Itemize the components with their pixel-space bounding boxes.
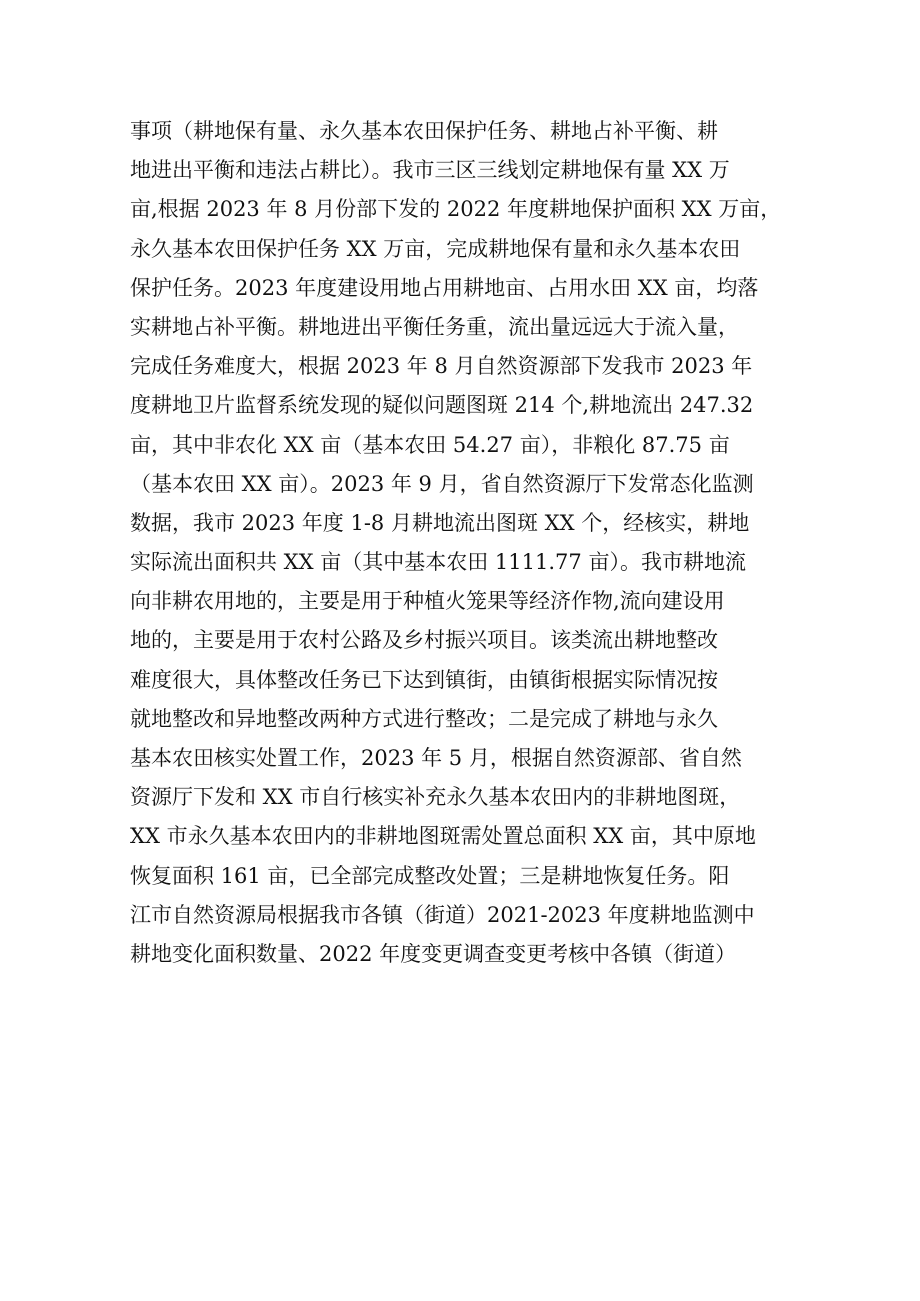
paragraph-line: 恢复面积 161 亩，已全部完成整改处置；三是耕地恢复任务。阳 (130, 863, 730, 888)
paragraph-line: 资源厅下发和 XX 市自行核实补充永久基本农田内的非耕地图斑， (130, 785, 741, 810)
paragraph-line: XX 市永久基本农田内的非耕地图斑需处置总面积 XX 亩，其中原地 (130, 824, 756, 849)
paragraph-line: 保护任务。2023 年度建设用地占用耕地亩、占用水田 XX 亩，均落 (130, 275, 759, 300)
paragraph-line: 地的，主要是用于农村公路及乡村振兴项目。该类流出耕地整改 (130, 628, 718, 653)
paragraph-line: （基本农田 XX 亩）。2023 年 9 月，省自然资源厅下发常态化监测 (130, 471, 754, 496)
paragraph-line: 实耕地占补平衡。耕地进出平衡任务重，流出量远远大于流入量， (130, 314, 739, 339)
paragraph-line: 完成任务难度大，根据 2023 年 8 月自然资源部下发我市 2023 年 (130, 354, 753, 379)
paragraph-line: 亩,根据 2023 年 8 月份部下发的 2022 年度耕地保护面积 XX 万亩， (130, 197, 782, 222)
paragraph-line: 江市自然资源局根据我市各镇（街道）2021-2023 年度耕地监测中 (130, 902, 755, 927)
paragraph-line: 数据，我市 2023 年度 1-8 月耕地流出图斑 XX 个，经核实，耕地 (130, 510, 750, 535)
paragraph-line: 实际流出面积共 XX 亩（其中基本农田 1111.77 亩）。我市耕地流 (130, 550, 746, 575)
body-paragraph (130, 112, 800, 974)
paragraph-line: 亩，其中非农化 XX 亩（基本农田 54.27 亩），非粮化 87.75 亩 (130, 432, 730, 457)
paragraph-line: 向非耕农用地的，主要是用于种植火笼果等经济作物,流向建设用 (130, 589, 725, 614)
paragraph-line: 度耕地卫片监督系统发现的疑似问题图斑 214 个,耕地流出 247.32 (130, 393, 754, 418)
paragraph-line: 耕地变化面积数量、2022 年度变更调查变更考核中各镇（街道） (130, 941, 737, 966)
paragraph-line: 难度很大，具体整改任务已下达到镇街，由镇街根据实际情况按 (130, 667, 718, 692)
paragraph-line: 就地整改和异地整改两种方式进行整改；二是完成了耕地与永久 (130, 706, 718, 731)
paragraph-line: 永久基本农田保护任务 XX 万亩，完成耕地保有量和永久基本农田 (130, 236, 741, 261)
paragraph-line: 基本农田核实处置工作，2023 年 5 月，根据自然资源部、省自然 (130, 746, 742, 770)
paragraph-line: 地进出平衡和违法占耕比）。我市三区三线划定耕地保有量 XX 万 (130, 158, 730, 183)
paragraph-line: 事项（耕地保有量、永久基本农田保护任务、耕地占补平衡、耕 (130, 119, 718, 143)
